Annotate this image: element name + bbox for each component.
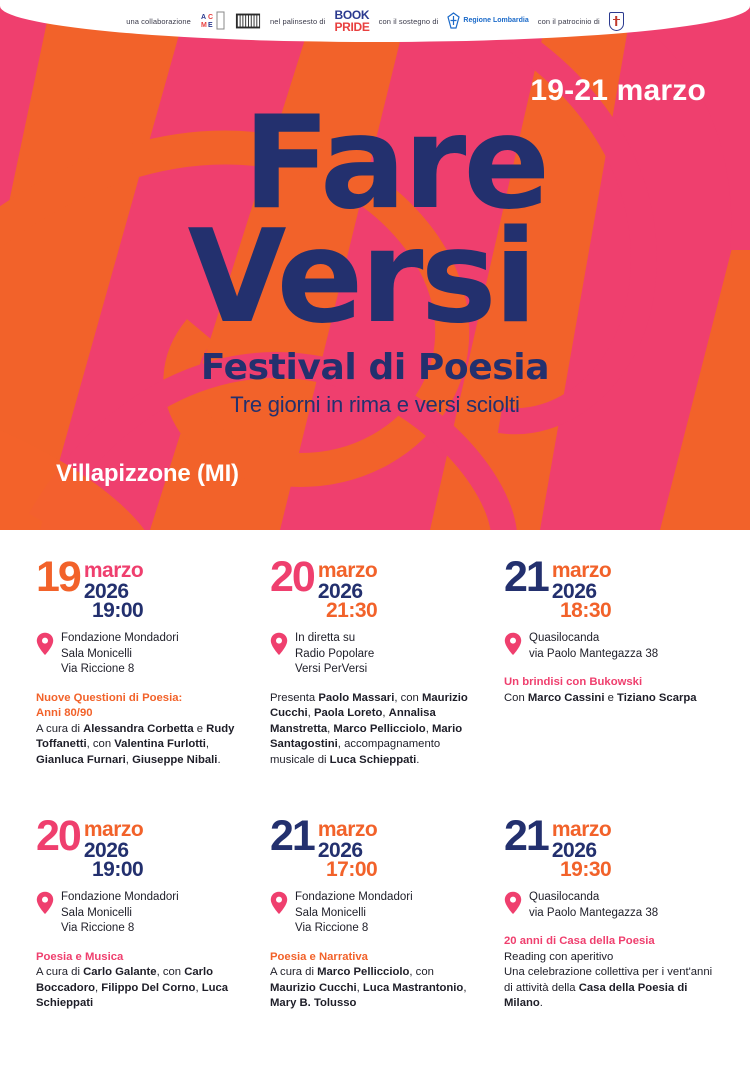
event-heading: Poesia e Narrativa [270,950,368,963]
event-venue-text [61,890,179,937]
event-year: 2026 [551,580,597,603]
event-card [496,553,722,807]
book-pride-line2: PRIDE [334,20,370,34]
sponsor-label-patrocinio: con il patrocinio di [537,16,600,26]
comune-di-milano-logo [609,12,624,31]
location-pin-icon [504,891,522,915]
event-venue-text [295,631,374,678]
hero-dates: 19-21 marzo [530,74,706,107]
milan-shield-icon [609,12,624,31]
event-time: 18:30 [559,599,612,622]
event-details [270,691,480,769]
event-details [504,934,714,1012]
event-day: 20 [36,812,80,860]
event-time: 19:30 [559,858,612,881]
event-month: marzo [83,818,144,841]
event-day: 19 [36,553,80,601]
event-time: 21:30 [325,599,378,622]
event-body-text: A cura di Alessandra Corbetta e Rudy Toffanetti, con Valentina Furlotti, Gianluca Furnari, Giuseppe Nibali. [36,722,235,766]
event-time: 19:00 [91,599,144,622]
event-venue [504,890,714,921]
event-venue-line: Quasilocanda [529,632,600,644]
event-venue [36,631,246,678]
location-pin-icon [270,891,288,920]
event-venue-line: Via Riccione 8 [61,663,135,676]
event-venue [36,890,246,937]
casa-della-poesia-logo [235,10,261,32]
event-venue-line: Fondazione Mondadori [61,632,179,644]
event-venue-line: Sala Monicelli [61,906,132,919]
event-venue-line: via Paolo Mantegazza 38 [529,647,659,660]
hero-city: Villapizzone (MI) [56,460,239,487]
event-heading: Un brindisi con Bukowski [504,676,643,689]
event-heading: Poesia e Musica [36,950,124,963]
event-body-text: Presenta Paolo Massari, con Maurizio Cucchi, Paola Loreto, Annalisa Manstretta, Marco Pellicciolo, Mario Santagostini, accompagnamento musicale di Luca Schieppati. [270,691,468,766]
location-pin-icon [36,891,54,915]
event-year: 2026 [83,839,129,862]
event-venue-line: Via Riccione 8 [61,922,135,935]
event-body-text: Reading con aperitivo Una celebrazione collettiva per i vent'anni di attività della Casa della Poesia di Milano. [504,950,713,1010]
location-pin-icon [270,632,288,661]
event-year: 2026 [83,580,129,603]
event-time: 19:00 [91,858,144,881]
event-details [36,691,246,769]
event-venue-line: Fondazione Mondadori [61,891,179,903]
event-venue-line: Fondazione Mondadori [295,891,413,903]
event-venue-text [529,890,658,921]
event-date-block [270,553,480,622]
event-date-block [504,553,714,622]
event-details [270,950,480,1012]
location-pin-icon [36,891,54,920]
event-month: marzo [83,559,144,582]
events-grid [0,530,750,1066]
event-time: 17:00 [325,858,378,881]
svg-text:E: E [207,22,213,29]
event-year: 2026 [551,839,597,862]
event-venue-line: Versi PerVersi [295,663,368,676]
event-heading-2: Anni 80/90 [36,707,93,720]
event-venue-line: Sala Monicelli [295,906,366,919]
event-body-text: A cura di Carlo Galante, con Carlo Boccadoro, Filippo Del Corno, Luca Schieppati [36,966,229,1010]
event-card [28,812,254,1066]
sponsor-label-palinsesto: nel palinsesto di [269,16,326,26]
event-day: 21 [504,553,548,601]
svg-text:M: M [200,22,207,29]
location-pin-icon [36,632,54,656]
event-venue-line: via Paolo Mantegazza 38 [529,906,659,919]
event-venue-line: Radio Popolare [295,647,375,660]
event-date-block [270,812,480,881]
event-venue-text [295,890,413,937]
svg-text:A: A [200,14,207,21]
regione-lombardia-label: Regione Lombardia [463,17,529,25]
event-card [262,553,488,807]
sponsor-label-sostegno: con il sostegno di [378,16,439,26]
location-pin-icon [504,891,522,920]
event-venue-text [529,631,658,662]
event-venue-line: Sala Monicelli [61,647,132,660]
event-heading: Nuove Questioni di Poesia: [36,691,183,704]
event-venue-text [61,631,179,678]
title-line-1: Fare [242,89,548,238]
event-venue-line: In diretta su [295,632,356,644]
location-pin-icon [36,632,54,661]
event-date-block [36,812,246,881]
event-venue [504,631,714,662]
event-date-block [36,553,246,622]
event-body-text: A cura di Marco Pellicciolo, con Maurizio Cucchi, Luca Mastrantonio, Mary B. Tolusso [270,966,467,1010]
event-month: marzo [317,818,378,841]
event-heading: 20 anni di Casa della Poesia [504,935,655,948]
hero-tagline: Tre giorni in rima e versi sciolti [230,392,520,418]
book-pride-logo [334,9,369,33]
event-card [262,812,488,1066]
event-venue [270,631,480,678]
book-pride-line1: BOOK [334,8,370,22]
event-month: marzo [551,818,612,841]
event-month: marzo [551,559,612,582]
hero-banner [0,0,750,530]
event-year: 2026 [317,839,363,862]
event-body-text: Con Marco Cassini e Tiziano Scarpa [504,691,697,704]
svg-text:C: C [207,14,214,21]
event-day: 21 [270,812,314,860]
sponsor-label-collaborazione: una collaborazione [126,16,191,26]
event-month: marzo [317,559,378,582]
event-day: 21 [504,812,548,860]
title-line-2: Versi [187,202,535,352]
event-venue [270,890,480,937]
event-day: 20 [270,553,314,601]
hero-subtitle: Festival di Poesia [200,347,550,389]
location-pin-icon [270,891,288,915]
event-details [504,675,714,706]
event-card [496,812,722,1066]
event-date-block [504,812,714,881]
location-pin-icon [504,632,522,656]
acme-logo [200,10,226,32]
event-venue-line: Via Riccione 8 [295,922,369,935]
event-year: 2026 [317,580,363,603]
event-venue-line: Quasilocanda [529,891,600,903]
location-pin-icon [504,632,522,661]
location-pin-icon [270,632,288,656]
event-card [28,553,254,807]
regione-lombardia-logo [447,12,528,30]
event-details [36,950,246,1012]
